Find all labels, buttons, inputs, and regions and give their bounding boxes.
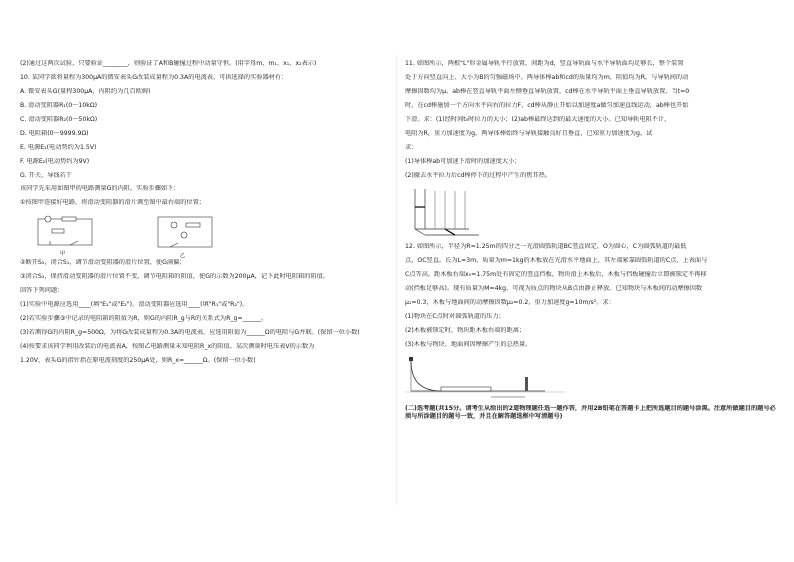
circuit-jia-figure bbox=[30, 213, 150, 259]
text-line: (3)若测得G的内阻R_g=500Ω，为将G改装成量程为0.3A的电流表，应选用阻值为______Ω的电阻与G并联。(保留一位小数) bbox=[20, 329, 360, 336]
text-line: (4)按要求该同学利用改装后的电流表A，按图乙电路测量未知电阻R_x的阻值。某次测量时电压表V的示数为 bbox=[20, 342, 315, 350]
text-line: 电阻为R，重力加速度为g。两导体棒始终与导轨接触良好且垂直，已知重力加速度为g。试 bbox=[405, 129, 653, 137]
text-line: 求： bbox=[405, 143, 418, 151]
circuit-yi-figure bbox=[150, 213, 270, 259]
text-line: 动(挡板足够高)。现有质量为M=4kg、可视为质点的物块从B点由静止释放。已知物块与木板间的动摩擦因数 bbox=[405, 285, 703, 293]
text-line: 1.20V，表头G的指针指在原电流刻度的250μA处，则R_x=______Ω。(保留一位小数) bbox=[20, 356, 256, 364]
rails-figure-wrap bbox=[405, 185, 777, 243]
left-column bbox=[20, 60, 388, 371]
text-line: (2)通过这两次试验，只要验证________，则验证了A和B碰撞过程中动量守恒。(用字母m、m₁、x₁、x₂表示) bbox=[20, 60, 317, 67]
text-line: (2)撤去水平拉力后cd棒停下的过程中产生的焦耳热。 bbox=[405, 171, 552, 179]
text-line: ②断开S₂，闭合S₁，调节滑动变阻器的滑片位置，使G满偏； bbox=[20, 259, 186, 267]
text-line: 回答下列问题： bbox=[20, 287, 64, 295]
fig-label-jia: 甲 bbox=[60, 251, 66, 258]
track-figure-wrap bbox=[405, 355, 777, 405]
text-line: (1)实验中电源应选用____(填"E₁"或"E₂")，滑动变阻器应选用____(填"R₁"或"R₂")。 bbox=[20, 301, 249, 309]
text-line: 处于方向竖直向上、大小为B的匀强磁场中。两导体棒ab和cd的质量均为m，阻值均为R，与导轨间的动 bbox=[405, 73, 689, 81]
text-line: A. 微安表头G(量程300μA，内阻约为几百欧姆) bbox=[20, 87, 151, 95]
text-line: ①按图甲连接好电路，将滑动变阻器的滑片调至图中最右端的位置； bbox=[20, 199, 205, 207]
text-line: C. 滑动变阻器R₂(0～50kΩ) bbox=[20, 115, 98, 123]
text-line: 时，在cd棒施加一个方向水平向右的拉力F，cd棒从静止开始以加速度a做匀加速直线运动，ab棒也开始 bbox=[405, 101, 689, 109]
right-column bbox=[405, 60, 777, 427]
text-line: E. 电源E₁(电动势约为1.5V) bbox=[20, 143, 97, 151]
text-line: 12. 如图所示，半径为R=1.25m的四分之一光滑圆弧轨道BC竖直固定，O为圆心，C为圆弧轨道的最低 bbox=[405, 243, 687, 251]
text-line: 摩擦因数均为μ。ab棒在竖直导轨平面左侧垂直导轨放置，cd棒在水平导轨平面上垂直导轨放置。当t=0 bbox=[405, 87, 690, 95]
text-line: (3)木板与物块、地面间因摩擦产生的总热量。 bbox=[405, 341, 532, 348]
text-line: (2)若实验步骤③中记录的电阻箱的阻值为R，则G的内阻R_g与R的关系式为R_g=______。 bbox=[20, 315, 268, 323]
circuit-figures bbox=[20, 213, 388, 259]
text-line: C点等高。距木板右端x₀=1.75m处有固定的竖直挡板，物块滑上木板后，木板与挡板碰撞后立即被锁定不再移 bbox=[405, 271, 707, 279]
text-line: μ₁=0.3，木板与地面间的动摩擦因数μ₂=0.2，重力加速度g=10m/s²。求： bbox=[405, 299, 615, 307]
text-line: G. 开关、导线若干 bbox=[20, 171, 73, 179]
text-line: (2)木板被锁定时，物块距木板右端的距离； bbox=[405, 327, 526, 335]
text-line: (1)物块在C点时对圆弧轨道的压力； bbox=[405, 313, 505, 321]
text-line: (1)导体棒ab可加速下滑时的加速度大小； bbox=[405, 157, 521, 165]
text-line: D. 电阻箱(0～9999.9Ω) bbox=[20, 129, 89, 137]
track-figure bbox=[405, 355, 565, 405]
text-line: 11. 如图所示，两根"L"形金属导轨平行放置，间距为d，竖直导轨面与水平导轨面均足够长，整个装置 bbox=[405, 60, 684, 67]
text-line: ③闭合S₂，保持滑动变阻器的滑片位置不变，调节电阻箱的阻值，使G的示数为200μA，记下此时电阻箱的阻值。 bbox=[20, 273, 329, 281]
text-line: 点，OC竖直。长为L=3m、质量为m=1kg的木板放在光滑水平地面上，其左端紧靠圆弧轨道的C点，上表面与 bbox=[405, 257, 708, 265]
text-line: 10. 某同学欲将量程为300μA的微安表头G改装成量程为0.3A的电流表。可供选择的实验器材有： bbox=[20, 73, 288, 81]
text-line: 该同学先采用如图甲的电路测量G的内阻，实验步骤如下： bbox=[20, 185, 180, 193]
rails-figure bbox=[405, 185, 495, 243]
text-line: F. 电源E₂(电动势约为9V) bbox=[20, 157, 90, 165]
text-line: 下滑。求：(1)经时间t₀时拉力的大小；(2)ab棒最终达到的最大速度的大小。已知导轨电阻不计， bbox=[405, 115, 671, 123]
optional-section-note: (二)选考题(共15分。请考生从给出的2道物理题任选一题作答，并用2B铅笔在答题卡上把所选题目的题号涂黑。注意所做题目的题号必须与所涂题目的题号一致，并且在解答题选框中写清题号) bbox=[405, 404, 776, 420]
column-divider bbox=[396, 55, 397, 505]
fig-label-yi: 乙 bbox=[180, 253, 186, 260]
text-line: B. 滑动变阻器R₁(0～10kΩ) bbox=[20, 101, 98, 109]
